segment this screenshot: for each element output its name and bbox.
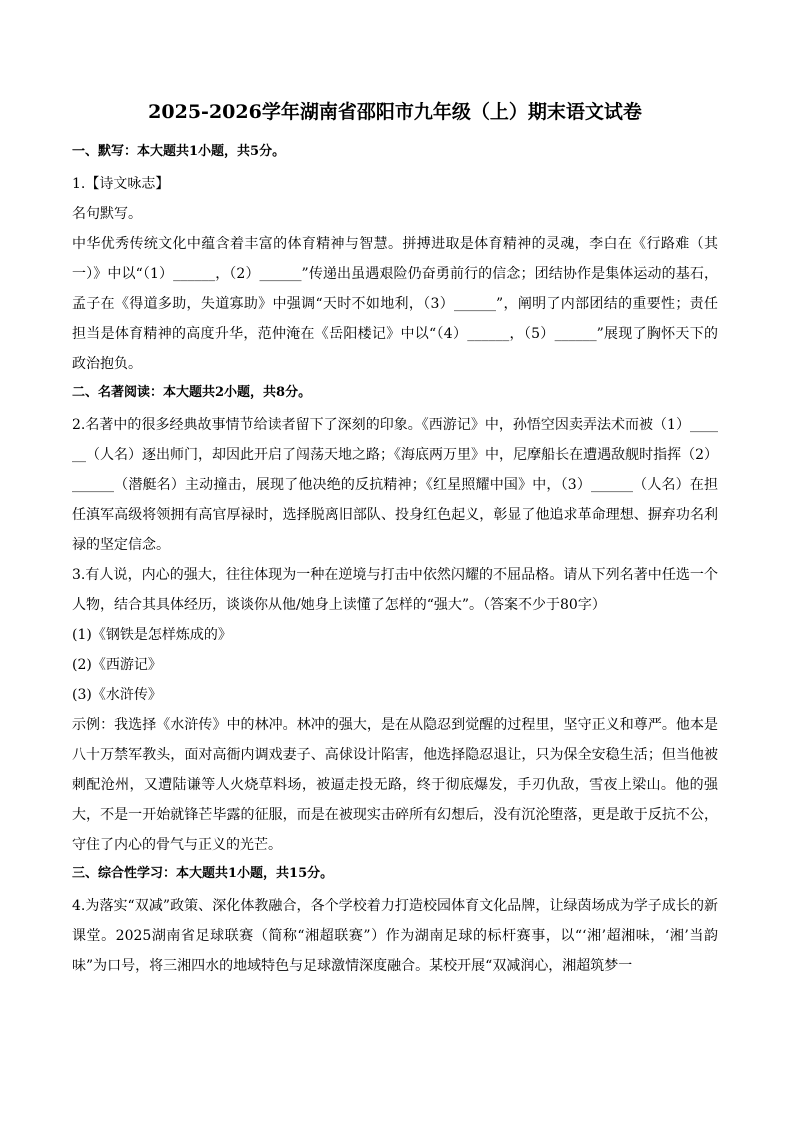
exam-title: 2025-2026学年湖南省邵阳市九年级（上）期末语文试卷 (148, 101, 642, 123)
question-3-example: 示例：我选择《水浒传》中的林冲。林冲的强大，是在从隐忍到觉醒的过程里，坚守正义和尊严。他本是八十万禁军教头，面对高衙内调戏妻子、高俅设计陷害，他选择隐忍退让，只为保全安稳生活；但当他被刺配沧州，又遭陆谦等人火烧草料场，被逼走投无路，终于彻底爆发，手刃仇敌，雪夜上梁山。他的强大，不是一开始就锋芒毕露的征服，而是在被现实击碎所有幻想后，没有沉沦堕落，更是敢于反抗不公，守住了内心的骨气与正义的光芒。 (72, 717, 718, 853)
option-item: (1)《钢铁是怎样炼成的》 (72, 627, 232, 643)
question-1-paragraph: 中华优秀传统文化中蕴含着丰富的体育精神与智慧。拼搏进取是体育精神的灵魂，李白在《行路难（其一）》中以“（1）______，（2）______”传递出虽遇艰险仍奋勇前行的信念；团结协作是集体运动的基石，孟子在《得道多助，失道寡助》中强调“天时不如地利，（3）______”，阐明了内部团结的重要性；责任担当是体育精神的高度升华，范仲淹在《岳阳楼记》中以“（4）______，（5）______”展现了胸怀天下的政治抱负。 (72, 236, 718, 372)
question-2-text: 2.名著中的很多经典故事情节给读者留下了深刻的印象。《西游记》中，孙悟空因卖弄法术而被（1）______（人名）逐出师门，却因此开启了闯荡天地之路；《海底两万里》中，尼摩船长在遭遇敌舰时指挥（2）______（潜艇名）主动撞击，展现了他决绝的反抗精神；《红星照耀中国》中，（3）______（人名）在担任滇军高级将领拥有高官厚禄时，选择脱离旧部队、投身红色起义，彰显了他追求革命理想、摒弃功名利禄的坚定信念。 (72, 417, 718, 553)
option-item: (3)《水浒传》 (72, 687, 162, 703)
question-3-text: 3.有人说，内心的强大，往往体现为一种在逆境与打击中依然闪耀的不屈品格。请从下列名著中任选一个人物，结合其具体经历，谈谈你从他/她身上读懂了怎样的“强大”。（答案不少于80字） (72, 567, 718, 613)
page-content (72, 98, 718, 981)
section-1-heading: 一、默写：本大题共1小题，共5分。 (72, 144, 286, 159)
question-4-text: 4.为落实“双减”政策、深化体教融合，各个学校着力打造校园体育文化品牌，让绿茵场成为学子成长的新课堂。2025湖南省足球联赛（简称“湘超联赛”）作为湖南足球的标杆赛事，以“‘湘’超湘味，‘湘’当韵味”为口号，将三湘四水的地域特色与足球激情深度融合。某校开展“双减润心，湘超筑梦一 (72, 898, 718, 974)
question-1-instruction: 名句默写。 (72, 206, 142, 222)
question-1-label: 1.【诗文咏志】 (72, 176, 170, 192)
option-item: (2)《西游记》 (72, 657, 162, 673)
section-2-heading: 二、名著阅读：本大题共2小题，共8分。 (72, 385, 312, 400)
section-3-heading: 三、综合性学习：本大题共1小题，共15分。 (72, 866, 334, 881)
